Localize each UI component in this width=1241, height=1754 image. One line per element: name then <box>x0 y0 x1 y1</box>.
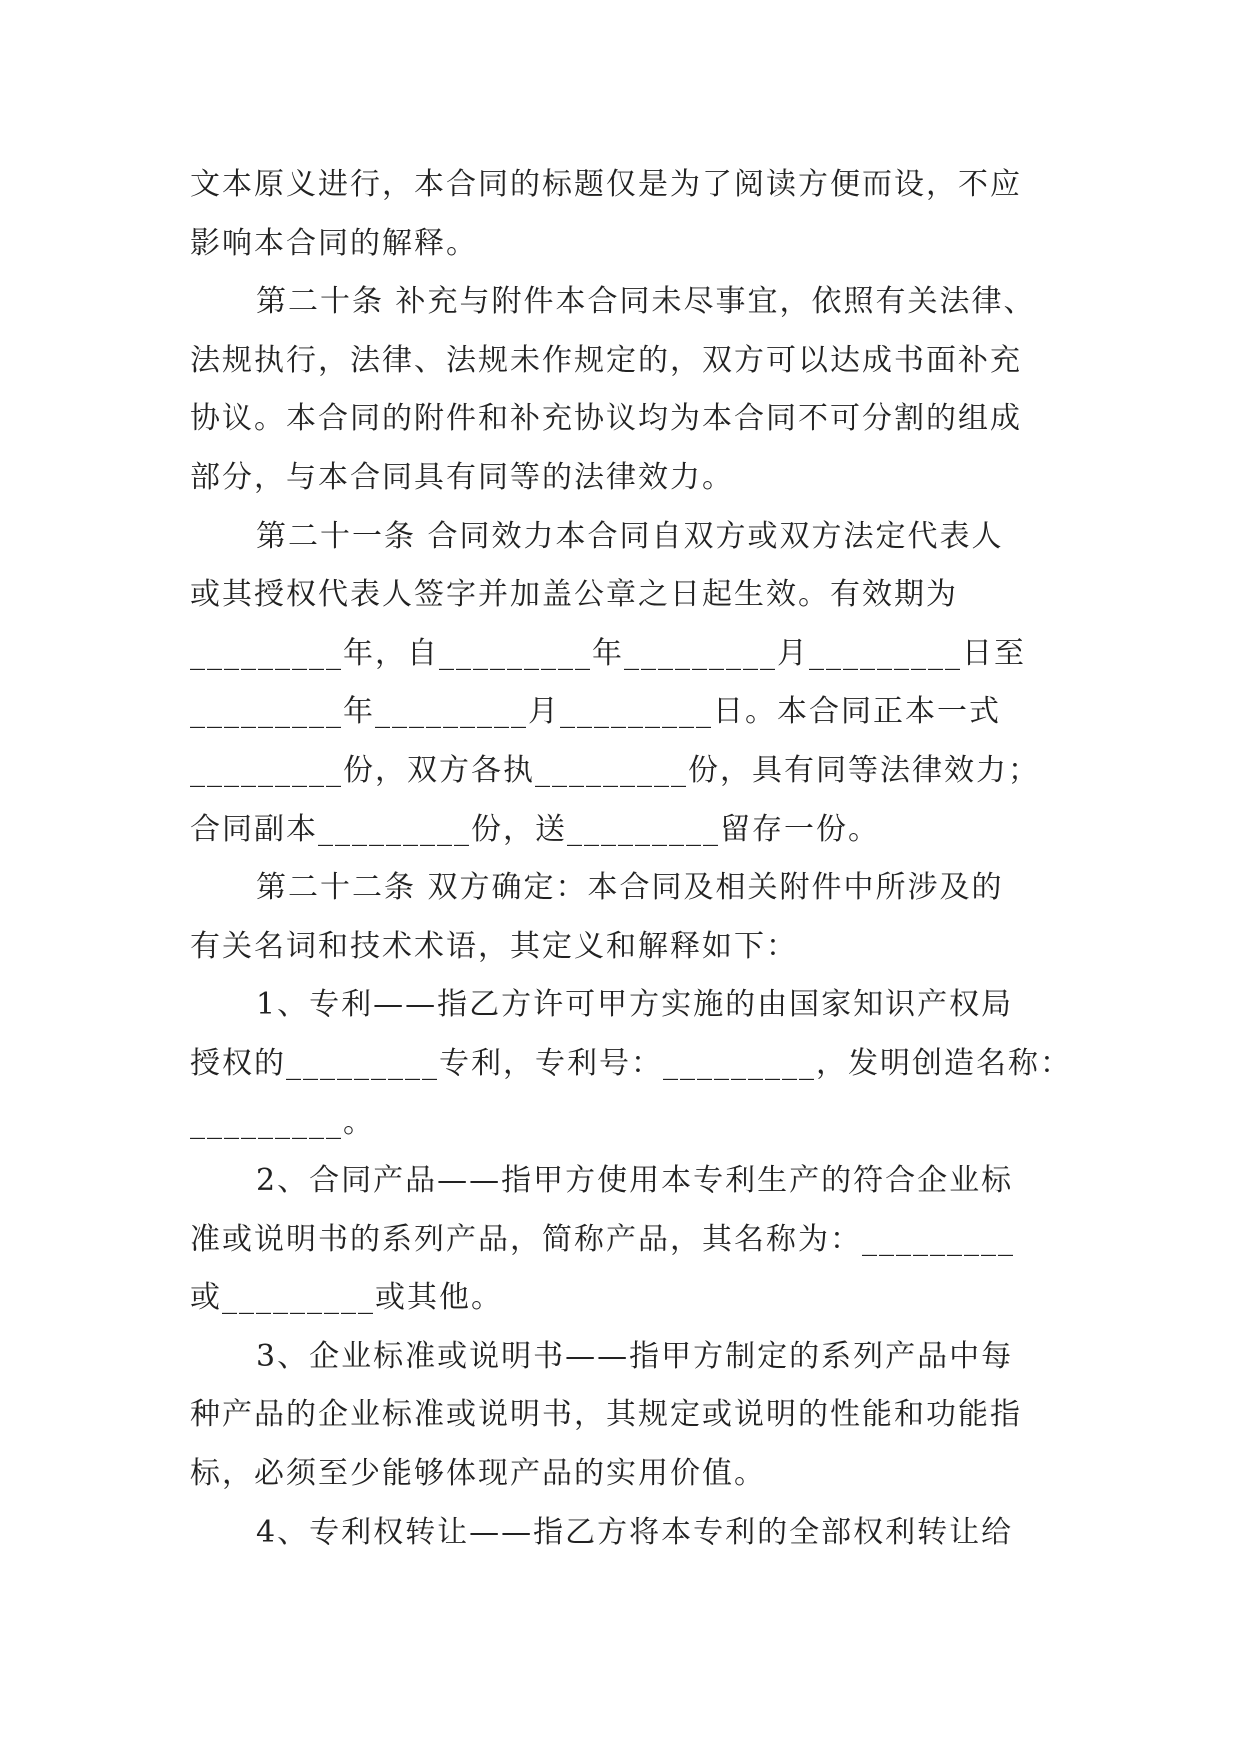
text-line: 影响本合同的解释。 <box>190 225 478 261</box>
text-line: 法规执行，法律、法规未作规定的，双方可以达成书面补充 <box>190 342 1022 378</box>
text-line: 种产品的企业标准或说明书，其规定或说明的性能和功能指 <box>190 1397 1022 1433</box>
text-line: _________。 <box>190 1104 375 1140</box>
article-20-heading-line: 第二十条 补充与附件本合同未尽事宜，依照有关法律、 <box>256 284 1036 320</box>
document-body <box>190 156 1072 1562</box>
text-line: 协议。本合同的附件和补充协议均为本合同不可分割的组成 <box>190 401 1022 437</box>
text-line: 合同副本_________份，送_________留存一份。 <box>190 811 880 847</box>
text-line: 部分，与本合同具有同等的法律效力。 <box>190 459 734 495</box>
text-line: 有关名词和技术术语，其定义和解释如下： <box>190 928 798 964</box>
definition-2-line: 2、合同产品——指甲方使用本专利生产的符合企业标 <box>256 1163 1014 1199</box>
definition-1-line: 1、专利——指乙方许可甲方实施的由国家知识产权局 <box>256 987 1014 1023</box>
text-line: 授权的_________专利，专利号：_________，发明创造名称： <box>190 1045 1072 1081</box>
definition-4-line: 4、专利权转让——指乙方将本专利的全部权利转让给 <box>256 1514 1014 1550</box>
text-line: 或_________或其他。 <box>190 1280 503 1316</box>
definition-3-line: 3、企业标准或说明书——指甲方制定的系列产品中每 <box>256 1338 1014 1374</box>
article-21-heading-line: 第二十一条 合同效力本合同自双方或双方法定代表人 <box>256 518 1004 554</box>
text-line: _________年，自_________年_________月_________日至 <box>190 635 1026 671</box>
text-line: 准或说明书的系列产品，简称产品，其名称为：_________ <box>190 1221 1015 1257</box>
text-line: 标，必须至少能够体现产品的实用价值。 <box>190 1456 766 1492</box>
text-line: 或其授权代表人签字并加盖公章之日起生效。有效期为 <box>190 577 958 613</box>
text-line: _________年_________月_________日。本合同正本一式 <box>190 694 1001 730</box>
text-line: _________份，双方各执_________份，具有同等法律效力； <box>190 752 1040 788</box>
article-22-heading-line: 第二十二条 双方确定：本合同及相关附件中所涉及的 <box>256 870 1004 906</box>
text-line: 文本原义进行，本合同的标题仅是为了阅读方便而设，不应 <box>190 167 1022 202</box>
